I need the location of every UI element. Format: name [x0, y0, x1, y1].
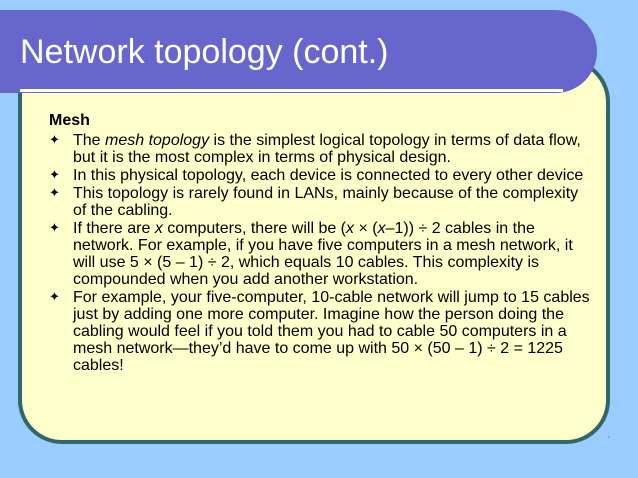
section-heading: Mesh	[49, 112, 90, 129]
star-bullet-icon: ✦	[49, 185, 60, 200]
bullet-text: The mesh topology is the simplest logical topology in terms of data flow, but it is the most complex in terms of physical design.	[73, 132, 581, 166]
star-bullet-icon: ✦	[49, 132, 60, 147]
bullet-item	[49, 132, 594, 166]
bullet-text: For example, your five-computer, 10-cable network will jump to 15 cables just by adding one more computer. Imagine how the person doing the cabling would feel if you told them you had to cable 50 computers in a mesh network—they’d have to come up with 50 × (50 – 1) ÷ 2 = 1225 cables!	[73, 289, 590, 374]
variable-x: x	[377, 220, 386, 237]
slide-body	[49, 112, 594, 375]
bullet-text: If there are x computers, there will be (x × (x–1)) ÷ 2 cables in the network. For example, if you have five computers in a mesh network, it will use 5 × (5 – 1) ÷ 2, which equals 10 cables. This complexity is compounded when you add another workstation.	[73, 220, 573, 288]
bullet-text: In this physical topology, each device is connected to every other device	[73, 167, 584, 184]
bullet-item	[49, 220, 594, 288]
slide-title: Network topology (cont.)	[20, 33, 389, 71]
bullet-item	[49, 289, 594, 374]
bullet-list	[49, 132, 594, 374]
variable-x: x	[154, 220, 163, 237]
bullet-text: This topology is rarely found in LANs, mainly because of the complexity of the cabling.	[73, 185, 579, 219]
variable-x: x	[346, 220, 355, 237]
star-bullet-icon: ✦	[49, 289, 60, 304]
star-bullet-icon: ✦	[49, 167, 60, 182]
title-bar	[0, 10, 597, 93]
star-bullet-icon: ✦	[49, 220, 60, 235]
title-underline	[20, 89, 563, 92]
bullet-item	[49, 185, 594, 219]
emphasized-term: mesh topology	[105, 132, 210, 149]
bullet-item	[49, 167, 594, 184]
decorative-dot	[608, 436, 610, 438]
